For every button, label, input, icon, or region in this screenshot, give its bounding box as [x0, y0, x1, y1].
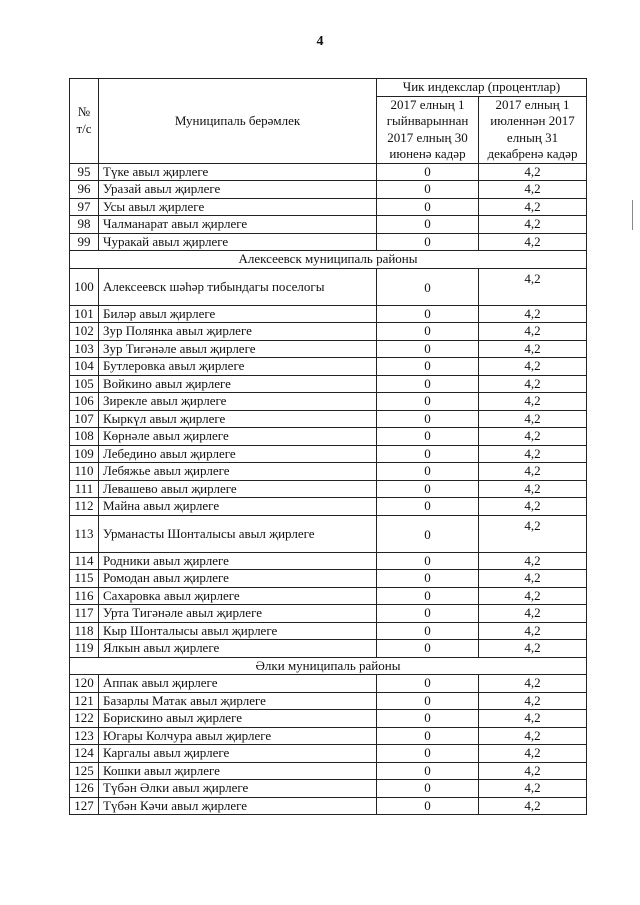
row-municipality: Ялкын авыл җирлеге [99, 640, 377, 658]
row-number: 127 [70, 797, 99, 815]
row-number: 120 [70, 675, 99, 693]
row-value-second-half: 4,2 [479, 163, 587, 181]
table-row [70, 375, 587, 393]
row-number: 109 [70, 445, 99, 463]
row-value-first-half: 0 [377, 745, 479, 763]
table-row [70, 780, 587, 798]
row-value-first-half: 0 [377, 480, 479, 498]
row-value-second-half: 4,2 [479, 375, 587, 393]
row-number: 103 [70, 340, 99, 358]
row-municipality: Лебедино авыл җирлеге [99, 445, 377, 463]
row-value-second-half: 4,2 [479, 570, 587, 588]
row-value-first-half: 0 [377, 622, 479, 640]
row-value-second-half: 4,2 [479, 498, 587, 516]
row-number: 97 [70, 198, 99, 216]
row-value-first-half: 0 [377, 393, 479, 411]
header-municipality: Муниципаль берәмлек [99, 79, 377, 164]
row-number: 102 [70, 323, 99, 341]
row-value-first-half: 0 [377, 498, 479, 516]
row-municipality: Көрнәле авыл җирлеге [99, 428, 377, 446]
row-municipality: Аппак авыл җирлеге [99, 675, 377, 693]
table-row [70, 605, 587, 623]
row-value-second-half: 4,2 [479, 605, 587, 623]
row-value-first-half: 0 [377, 216, 479, 234]
row-municipality: Лебяжье авыл җирлеге [99, 463, 377, 481]
header-period-second-half: 2017 елның 1 июленнән 2017 елның 31 декабренә кадәр [479, 96, 587, 163]
row-number: 114 [70, 552, 99, 570]
row-municipality: Чуракай авыл җирлеге [99, 233, 377, 251]
row-municipality: Сахаровка авыл җирлеге [99, 587, 377, 605]
table-row [70, 552, 587, 570]
section-row [70, 657, 587, 675]
row-value-second-half: 4,2 [479, 745, 587, 763]
row-number: 123 [70, 727, 99, 745]
row-value-second-half: 4,2 [479, 323, 587, 341]
row-municipality: Майна авыл җирлеге [99, 498, 377, 516]
row-municipality: Базарлы Матак авыл җирлеге [99, 692, 377, 710]
table-row [70, 640, 587, 658]
table-row [70, 410, 587, 428]
row-number: 108 [70, 428, 99, 446]
row-value-second-half: 4,2 [479, 710, 587, 728]
row-value-first-half: 0 [377, 797, 479, 815]
row-value-first-half: 0 [377, 463, 479, 481]
row-value-second-half: 4,2 [479, 305, 587, 323]
table-row [70, 463, 587, 481]
table-row [70, 428, 587, 446]
row-number: 99 [70, 233, 99, 251]
row-municipality: Борискино авыл җирлеге [99, 710, 377, 728]
row-value-first-half: 0 [377, 710, 479, 728]
row-municipality: Алексеевск шәһәр тибындагы поселогы [99, 268, 377, 305]
row-value-first-half: 0 [377, 428, 479, 446]
row-number: 115 [70, 570, 99, 588]
row-value-first-half: 0 [377, 358, 479, 376]
page-number: 4 [316, 34, 324, 49]
row-value-second-half: 4,2 [479, 622, 587, 640]
row-value-second-half: 4,2 [479, 463, 587, 481]
row-value-first-half: 0 [377, 305, 479, 323]
row-municipality: Бутлеровка авыл җирлеге [99, 358, 377, 376]
row-municipality: Чалманарат авыл җирлеге [99, 216, 377, 234]
row-value-second-half: 4,2 [479, 198, 587, 216]
row-municipality: Кыр Шонталысы авыл җирлеге [99, 622, 377, 640]
row-value-first-half: 0 [377, 552, 479, 570]
table-header [70, 79, 587, 164]
row-value-first-half: 0 [377, 181, 479, 199]
table-row [70, 762, 587, 780]
table-row [70, 340, 587, 358]
row-value-first-half: 0 [377, 675, 479, 693]
table-body [70, 163, 587, 815]
row-value-second-half: 4,2 [479, 181, 587, 199]
row-value-second-half: 4,2 [479, 268, 587, 305]
row-number: 119 [70, 640, 99, 658]
row-value-second-half: 4,2 [479, 515, 587, 552]
header-number: № т/с [70, 79, 99, 164]
section-row [70, 251, 587, 269]
row-number: 116 [70, 587, 99, 605]
row-municipality: Биләр авыл җирлеге [99, 305, 377, 323]
table-row [70, 163, 587, 181]
table-row [70, 745, 587, 763]
table-row [70, 233, 587, 251]
table-row [70, 216, 587, 234]
row-value-first-half: 0 [377, 410, 479, 428]
row-municipality: Зирекле авыл җирлеге [99, 393, 377, 411]
row-municipality: Урманасты Шонталысы авыл җирлеге [99, 515, 377, 552]
row-municipality: Кошки авыл җирлеге [99, 762, 377, 780]
header-period-first-half: 2017 елның 1 гыйнварыннан 2017 елның 30 июненә кадәр [377, 96, 479, 163]
table-row [70, 498, 587, 516]
table-row [70, 445, 587, 463]
row-municipality: Югары Колчура авыл җирлеге [99, 727, 377, 745]
row-number: 100 [70, 268, 99, 305]
table-row [70, 515, 587, 552]
margin-mark [632, 200, 636, 230]
row-value-first-half: 0 [377, 163, 479, 181]
table-row [70, 323, 587, 341]
table-row [70, 797, 587, 815]
table-row [70, 692, 587, 710]
row-number: 124 [70, 745, 99, 763]
row-value-second-half: 4,2 [479, 552, 587, 570]
row-value-second-half: 4,2 [479, 358, 587, 376]
row-value-first-half: 0 [377, 515, 479, 552]
row-number: 104 [70, 358, 99, 376]
row-value-first-half: 0 [377, 233, 479, 251]
row-value-first-half: 0 [377, 692, 479, 710]
row-number: 121 [70, 692, 99, 710]
row-municipality: Войкино авыл җирлеге [99, 375, 377, 393]
row-municipality: Кыркүл авыл җирлеге [99, 410, 377, 428]
row-municipality: Түбән Әлки авыл җирлеге [99, 780, 377, 798]
row-number: 110 [70, 463, 99, 481]
row-value-second-half: 4,2 [479, 640, 587, 658]
row-number: 95 [70, 163, 99, 181]
row-municipality: Ромодан авыл җирлеге [99, 570, 377, 588]
row-number: 113 [70, 515, 99, 552]
table-row [70, 181, 587, 199]
row-municipality: Түбән Кәчи авыл җирлеге [99, 797, 377, 815]
row-value-first-half: 0 [377, 605, 479, 623]
table-row [70, 587, 587, 605]
table-row [70, 710, 587, 728]
row-number: 106 [70, 393, 99, 411]
row-number: 126 [70, 780, 99, 798]
row-municipality: Зур Полянка авыл җирлеге [99, 323, 377, 341]
row-value-first-half: 0 [377, 640, 479, 658]
table-row [70, 305, 587, 323]
row-value-second-half: 4,2 [479, 340, 587, 358]
row-value-first-half: 0 [377, 727, 479, 745]
row-value-second-half: 4,2 [479, 587, 587, 605]
row-number: 118 [70, 622, 99, 640]
table-row [70, 570, 587, 588]
row-value-second-half: 4,2 [479, 780, 587, 798]
row-value-first-half: 0 [377, 340, 479, 358]
row-number: 107 [70, 410, 99, 428]
table-row [70, 622, 587, 640]
row-value-first-half: 0 [377, 323, 479, 341]
row-value-second-half: 4,2 [479, 727, 587, 745]
row-value-second-half: 4,2 [479, 428, 587, 446]
row-value-second-half: 4,2 [479, 445, 587, 463]
table-row [70, 268, 587, 305]
row-number: 125 [70, 762, 99, 780]
row-value-second-half: 4,2 [479, 692, 587, 710]
row-value-second-half: 4,2 [479, 480, 587, 498]
section-title: Алексеевск муниципаль районы [70, 251, 587, 269]
row-value-second-half: 4,2 [479, 410, 587, 428]
row-municipality: Родники авыл җирлеге [99, 552, 377, 570]
row-municipality: Урта Тигәнәле авыл җирлеге [99, 605, 377, 623]
table-row [70, 358, 587, 376]
row-value-second-half: 4,2 [479, 233, 587, 251]
row-value-second-half: 4,2 [479, 797, 587, 815]
row-number: 96 [70, 181, 99, 199]
table-row [70, 480, 587, 498]
row-municipality: Түке авыл җирлеге [99, 163, 377, 181]
row-municipality: Зур Тигәнәле авыл җирлеге [99, 340, 377, 358]
row-number: 105 [70, 375, 99, 393]
row-municipality: Уразай авыл җирлеге [99, 181, 377, 199]
header-limit-indices: Чик индекслар (процентлар) [377, 79, 587, 97]
row-municipality: Левашево авыл җирлеге [99, 480, 377, 498]
table-row [70, 393, 587, 411]
row-value-first-half: 0 [377, 587, 479, 605]
row-number: 111 [70, 480, 99, 498]
row-value-first-half: 0 [377, 780, 479, 798]
section-title: Әлки муниципаль районы [70, 657, 587, 675]
row-value-first-half: 0 [377, 375, 479, 393]
row-value-second-half: 4,2 [479, 675, 587, 693]
row-value-second-half: 4,2 [479, 216, 587, 234]
row-number: 122 [70, 710, 99, 728]
row-number: 101 [70, 305, 99, 323]
row-value-first-half: 0 [377, 570, 479, 588]
table-row [70, 727, 587, 745]
row-value-first-half: 0 [377, 198, 479, 216]
table-row [70, 198, 587, 216]
row-value-first-half: 0 [377, 268, 479, 305]
row-municipality: Каргалы авыл җирлеге [99, 745, 377, 763]
row-value-second-half: 4,2 [479, 762, 587, 780]
row-number: 112 [70, 498, 99, 516]
row-municipality: Усы авыл җирлеге [99, 198, 377, 216]
indices-table [69, 78, 587, 815]
row-number: 98 [70, 216, 99, 234]
row-value-first-half: 0 [377, 445, 479, 463]
row-number: 117 [70, 605, 99, 623]
row-value-first-half: 0 [377, 762, 479, 780]
row-value-second-half: 4,2 [479, 393, 587, 411]
table-row [70, 675, 587, 693]
